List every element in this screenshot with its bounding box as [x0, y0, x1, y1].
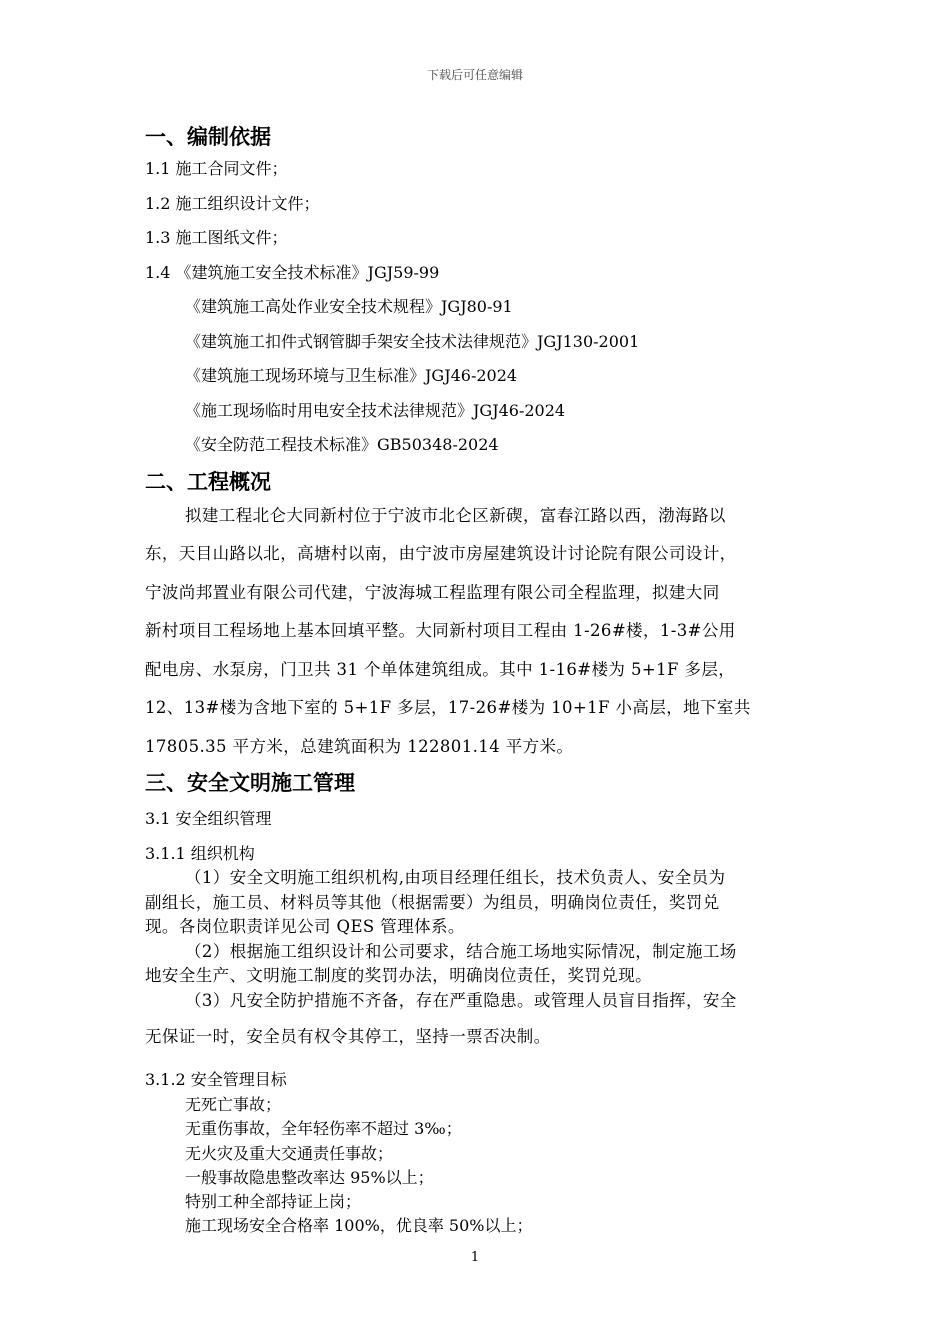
document-body — [145, 122, 815, 1239]
subsection-3-1-1-title: 3.1.1 组织机构 — [145, 844, 255, 863]
safety-goal: 无火灾及重大交通责任事故； — [185, 1143, 394, 1163]
subsection-3-1-2-title: 3.1.2 安全管理目标 — [145, 1070, 287, 1089]
paragraph-line: 17805.35 平方米，总建筑面积为 122801.14 平方米。 — [145, 736, 574, 756]
org-paragraph-1 — [145, 866, 815, 940]
org-paragraph-3 — [145, 989, 815, 1062]
paragraph-line: 现。各岗位职责详见公司 QES 管理体系。 — [145, 917, 465, 936]
safety-goal: 特别工种全部持证上岗； — [185, 1192, 362, 1212]
paragraph-line: 12、13#楼为含地下室的 5+1F 多层，17-26#楼为 10+1F 小高层，地下室共 — [145, 698, 751, 717]
subsection-3-1-title: 3.1 安全组织管理 — [145, 809, 272, 828]
paragraph-line: 新村项目工程场地上基本回填平整。大同新村项目工程由 1-26#楼，1-3#公用 — [145, 621, 736, 640]
paragraph-line: （1）安全文明施工组织机构,由项目经理任组长，技术负责人、安全员为 — [185, 868, 726, 887]
paragraph-line: 东，天目山路以北，高塘村以南，由宁波市房屋建筑设计讨论院有限公司设计， — [145, 544, 737, 563]
safety-goal: 一般事故隐患整改率达 95%以上； — [185, 1167, 434, 1187]
paragraph-line: 地安全生产、文明施工制度的奖罚办法，明确岗位责任，奖罚兑现。 — [145, 966, 652, 985]
section-1-title: 一、编制依据 — [145, 124, 271, 149]
paragraph-line: （2）根据施工组织设计和公司要求，结合施工场地实际情况，制定施工场 — [185, 941, 737, 961]
safety-goal: 无重伤事故，全年轻伤率不超过 3‰； — [185, 1119, 462, 1139]
paragraph-line: （3）凡安全防护措施不齐备，存在严重隐患。或管理人员盲目指挥，安全 — [185, 990, 737, 1010]
safety-goal: 无死亡事故； — [185, 1095, 282, 1114]
basis-item-3: 1.3 施工图纸文件； — [145, 228, 288, 247]
basis-item-4: 1.4 《建筑施工安全技术标准》JGJ59-99 — [145, 262, 440, 282]
paragraph-line: 配电房、水泵房，门卫共 31 个单体建筑组成。其中 1-16#楼为 5+1F 多层， — [145, 659, 736, 679]
page-number: 1 — [470, 1250, 480, 1265]
basis-item-1: 1.1 施工合同文件； — [145, 159, 288, 178]
safety-goal: 施工现场安全合格率 100%，优良率 50%以上； — [185, 1216, 533, 1236]
section-2-title: 二、工程概况 — [145, 468, 271, 494]
paragraph-line: 拟建工程北仑大同新村位于宁波市北仑区新碶，富春江路以西，渤海路以 — [185, 505, 726, 525]
standard-item: 《建筑施工高处作业安全技术规程》JGJ80-91 — [185, 297, 513, 316]
section-3-title: 三、安全文明施工管理 — [145, 770, 355, 795]
standard-item: 《施工现场临时用电安全技术法律规范》JGJ46-2024 — [185, 400, 566, 420]
paragraph-line: 无保证一时，安全员有权令其停工，坚持一票否决制。 — [145, 1027, 551, 1046]
paragraph-line: 副组长，施工员、材料员等其他（根据需要）为组员，明确岗位责任，奖罚兑 — [145, 892, 720, 912]
page-header: 下载后可任意编辑 — [426, 68, 523, 82]
standard-item: 《安全防范工程技术标准》GB50348-2024 — [185, 435, 499, 454]
standard-item: 《建筑施工现场环境与卫生标准》JGJ46-2024 — [185, 366, 518, 385]
paragraph-line: 宁波尚邦置业有限公司代建，宁波海城工程监理有限公司全程监理，拟建大同 — [145, 582, 720, 602]
project-overview-paragraph — [145, 497, 815, 767]
standard-item: 《建筑施工扣件式钢管脚手架安全技术法律规范》JGJ130-2001 — [185, 331, 640, 351]
basis-item-2: 1.2 施工组织设计文件； — [145, 193, 320, 213]
org-paragraph-2 — [145, 940, 815, 989]
